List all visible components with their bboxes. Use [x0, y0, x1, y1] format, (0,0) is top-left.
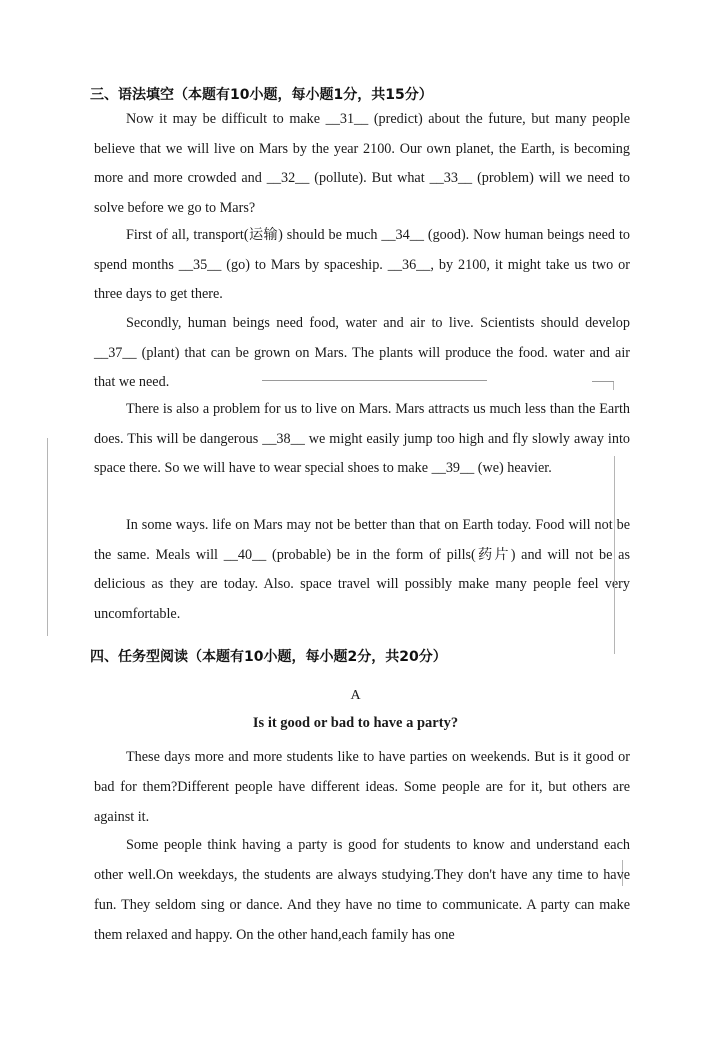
section-4-heading: 四、任务型阅读（本题有10小题，每小题2分，共20分）	[90, 649, 447, 665]
scan-line-mark	[262, 380, 487, 381]
part-letter: A	[350, 688, 361, 703]
section-3-paragraph-1: Now it may be difficult to make __31__ (predict) about the future, but many people believe that we will live on Mars by the year 2100. Our own planet, the Earth, is becoming more and more crowded and __32__ (pollute). But what __33__ (problem) will we need to solve before we go to Mars?	[94, 111, 630, 216]
section-3-paragraph-2: First of all, transport(运输) should be much __34__ (good). Now human beings need to spend months __35__ (go) to Mars by spaceship. __36__, by 2100, it might take us two or three days to get there.	[94, 227, 630, 302]
scan-margin-mark	[614, 456, 615, 654]
scan-margin-mark	[613, 382, 614, 390]
section-3-paragraph-3: Secondly, human beings need food, water and air to live. Scientists should develop __37__ (plant) that can be grown on Mars. The plants will produce the food. water and air that we need.	[94, 315, 630, 390]
article-paragraph-2: Some people think having a party is good for students to know and understand each other well.On weekdays, the students are always studying.They don't have any time to have fun. They seldom sing or dance. And they have no time to communicate. A party can make them relaxed and happy. On the other hand,each family has one	[94, 837, 630, 943]
article-paragraph-1: These days more and more students like to have parties on weekends. But is it good or bad for them?Different people have different ideas. Some people are for it, but others are against it.	[94, 749, 630, 825]
scan-margin-mark	[47, 438, 48, 636]
section-3-paragraph-4: There is also a problem for us to live on Mars. Mars attracts us much less than the Earth does. This will be dangerous __38__ we might easily jump too high and fly slowly away into space there. So we will have to wear special shoes to make __39__ (we) heavier.	[94, 401, 630, 476]
article-title: Is it good or bad to have a party?	[252, 715, 459, 731]
scan-line-mark	[592, 381, 614, 382]
section-3-paragraph-5: In some ways. life on Mars may not be better than that on Earth today. Food will not be the same. Meals will __40__ (probable) be in the form of pills(药片) and will not be as delicious as they are today. Also. space travel will possibly make many people feel very uncomfortable.	[94, 517, 630, 622]
section-3-heading: 三、语法填空（本题有10小题，每小题1分，共15分）	[90, 87, 433, 103]
